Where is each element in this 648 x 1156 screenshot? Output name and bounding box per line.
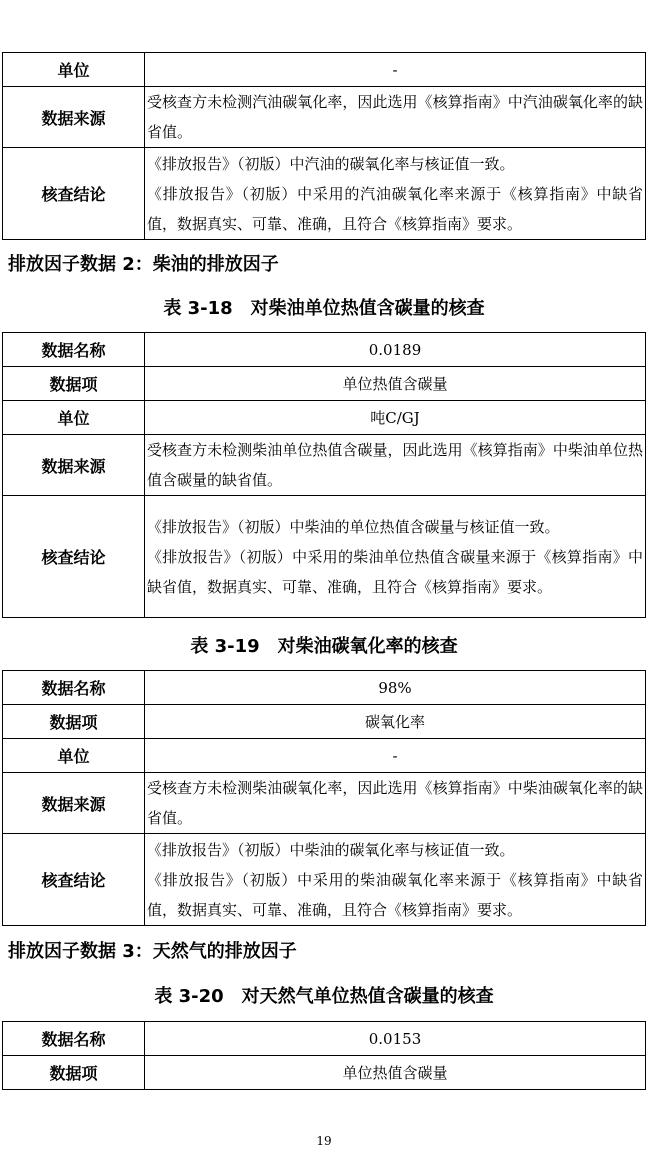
source-label: 数据来源 xyxy=(3,773,145,834)
table-3-18 xyxy=(2,332,646,618)
item-label: 数据项 xyxy=(3,367,145,401)
table-caption-3-19: 表 3-19 对柴油碳氧化率的核查 xyxy=(190,636,458,657)
unit-value: - xyxy=(145,739,646,773)
item-value: 碳氧化率 xyxy=(145,705,646,739)
source-value: 受核查方未检测柴油单位热值含碳量，因此选用《核算指南》中柴油单位热值含碳量的缺省值。 xyxy=(145,435,646,496)
conclusion-value xyxy=(145,496,646,618)
section-heading-factor-3: 排放因子数据 3：天然气的排放因子 xyxy=(8,941,297,962)
conclusion-line-2: 《排放报告》（初版）中采用的柴油单位热值含碳量来源于《核算指南》中缺省值，数据真实、可靠、准确，且符合《核算指南》要求。 xyxy=(147,547,643,596)
item-label: 数据项 xyxy=(3,705,145,739)
table-caption-3-18: 表 3-18 对柴油单位热值含碳量的核查 xyxy=(163,298,485,319)
item-value: 单位热值含碳量 xyxy=(145,1056,646,1090)
conclusion-line-1: 《排放报告》（初版）中柴油的单位热值含碳量与核证值一致。 xyxy=(147,517,560,536)
conclusion-label: 核查结论 xyxy=(3,834,145,926)
table-3-20 xyxy=(2,1021,646,1090)
unit-label: 单位 xyxy=(3,401,145,435)
conclusion-value xyxy=(145,834,646,926)
name-label: 数据名称 xyxy=(3,1022,145,1056)
name-value: 0.0153 xyxy=(145,1022,646,1056)
conclusion-line-2: 《排放报告》（初版）中采用的汽油碳氧化率来源于《核算指南》中缺省值，数据真实、可靠、准确，且符合《核算指南》要求。 xyxy=(147,184,643,233)
conclusion-line-1: 《排放报告》（初版）中柴油的碳氧化率与核证值一致。 xyxy=(147,840,515,859)
source-value: 受核查方未检测柴油碳氧化率，因此选用《核算指南》中柴油碳氧化率的缺省值。 xyxy=(145,773,646,834)
section-heading-factor-2: 排放因子数据 2：柴油的排放因子 xyxy=(8,254,279,275)
table-caption-3-20: 表 3-20 对天然气单位热值含碳量的核查 xyxy=(154,986,494,1007)
table-3-19 xyxy=(2,670,646,926)
table-gasoline-oxidation-continued xyxy=(2,52,646,240)
conclusion-label: 核查结论 xyxy=(3,148,145,240)
item-value: 单位热值含碳量 xyxy=(145,367,646,401)
conclusion-label: 核查结论 xyxy=(3,496,145,618)
unit-label: 单位 xyxy=(3,53,145,87)
item-label: 数据项 xyxy=(3,1056,145,1090)
page-number: 19 xyxy=(316,1134,332,1148)
name-value: 0.0189 xyxy=(145,333,646,367)
conclusion-line-1: 《排放报告》（初版）中汽油的碳氧化率与核证值一致。 xyxy=(147,154,515,173)
name-label: 数据名称 xyxy=(3,671,145,705)
conclusion-line-2: 《排放报告》（初版）中采用的柴油碳氧化率来源于《核算指南》中缺省值，数据真实、可靠、准确，且符合《核算指南》要求。 xyxy=(147,870,643,919)
name-label: 数据名称 xyxy=(3,333,145,367)
unit-value: - xyxy=(145,53,646,87)
unit-label: 单位 xyxy=(3,739,145,773)
source-value: 受核查方未检测汽油碳氧化率，因此选用《核算指南》中汽油碳氧化率的缺省值。 xyxy=(145,87,646,148)
conclusion-value xyxy=(145,148,646,240)
name-value: 98% xyxy=(145,671,646,705)
unit-value: 吨C/GJ xyxy=(145,401,646,435)
source-label: 数据来源 xyxy=(3,87,145,148)
source-label: 数据来源 xyxy=(3,435,145,496)
